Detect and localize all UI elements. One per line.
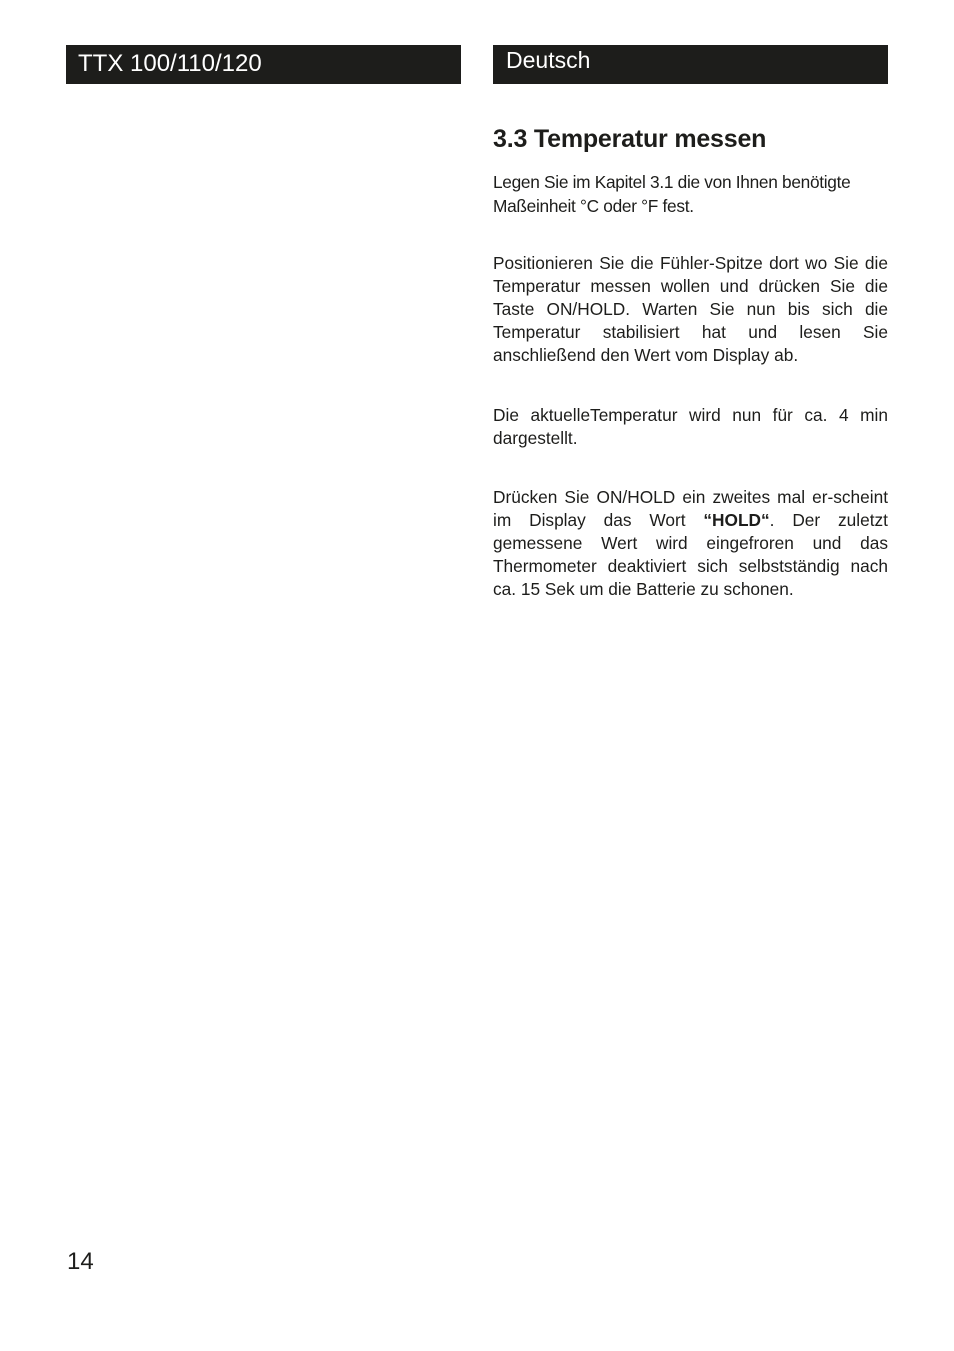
hold-text-after: . Der zuletzt gemessene Wert wird eingefroren und das Thermometer deaktiviert sich selbstständig nach ca. 15 Sek um die Batterie zu schonen. <box>493 510 888 599</box>
hold-keyword: “HOLD“ <box>703 510 770 530</box>
header-language-title: Deutsch <box>506 47 591 73</box>
page-number: 14 <box>67 1248 94 1275</box>
section-title: 3.3 Temperatur messen <box>493 125 767 153</box>
paragraph-display-duration: Die aktuelleTemperatur wird nun für ca. 4 min dargestellt. <box>493 405 888 448</box>
paragraph-positioning: Positionieren Sie die Fühler-Spitze dort wo Sie die Temperatur messen wollen und drücken Sie die Taste ON/HOLD. Warten Sie nun bis sich die Temperatur stabilisiert hat und lesen Sie anschließend den Wert vom Display ab. <box>493 253 888 365</box>
hold-text-before: Drücken Sie ON/HOLD ein zweites mal er-scheint im Display das Wort <box>493 487 888 530</box>
paragraph-hold-function <box>493 486 888 601</box>
section-content <box>493 120 888 601</box>
header-model-title: TTX 100/110/120 <box>78 50 262 77</box>
header-model-bar <box>66 45 461 84</box>
header-language-bar <box>493 45 888 84</box>
paragraph-unit-setting: Legen Sie im Kapitel 3.1 die von Ihnen benötigte Maßeinheit °C oder °F fest. <box>493 172 851 216</box>
